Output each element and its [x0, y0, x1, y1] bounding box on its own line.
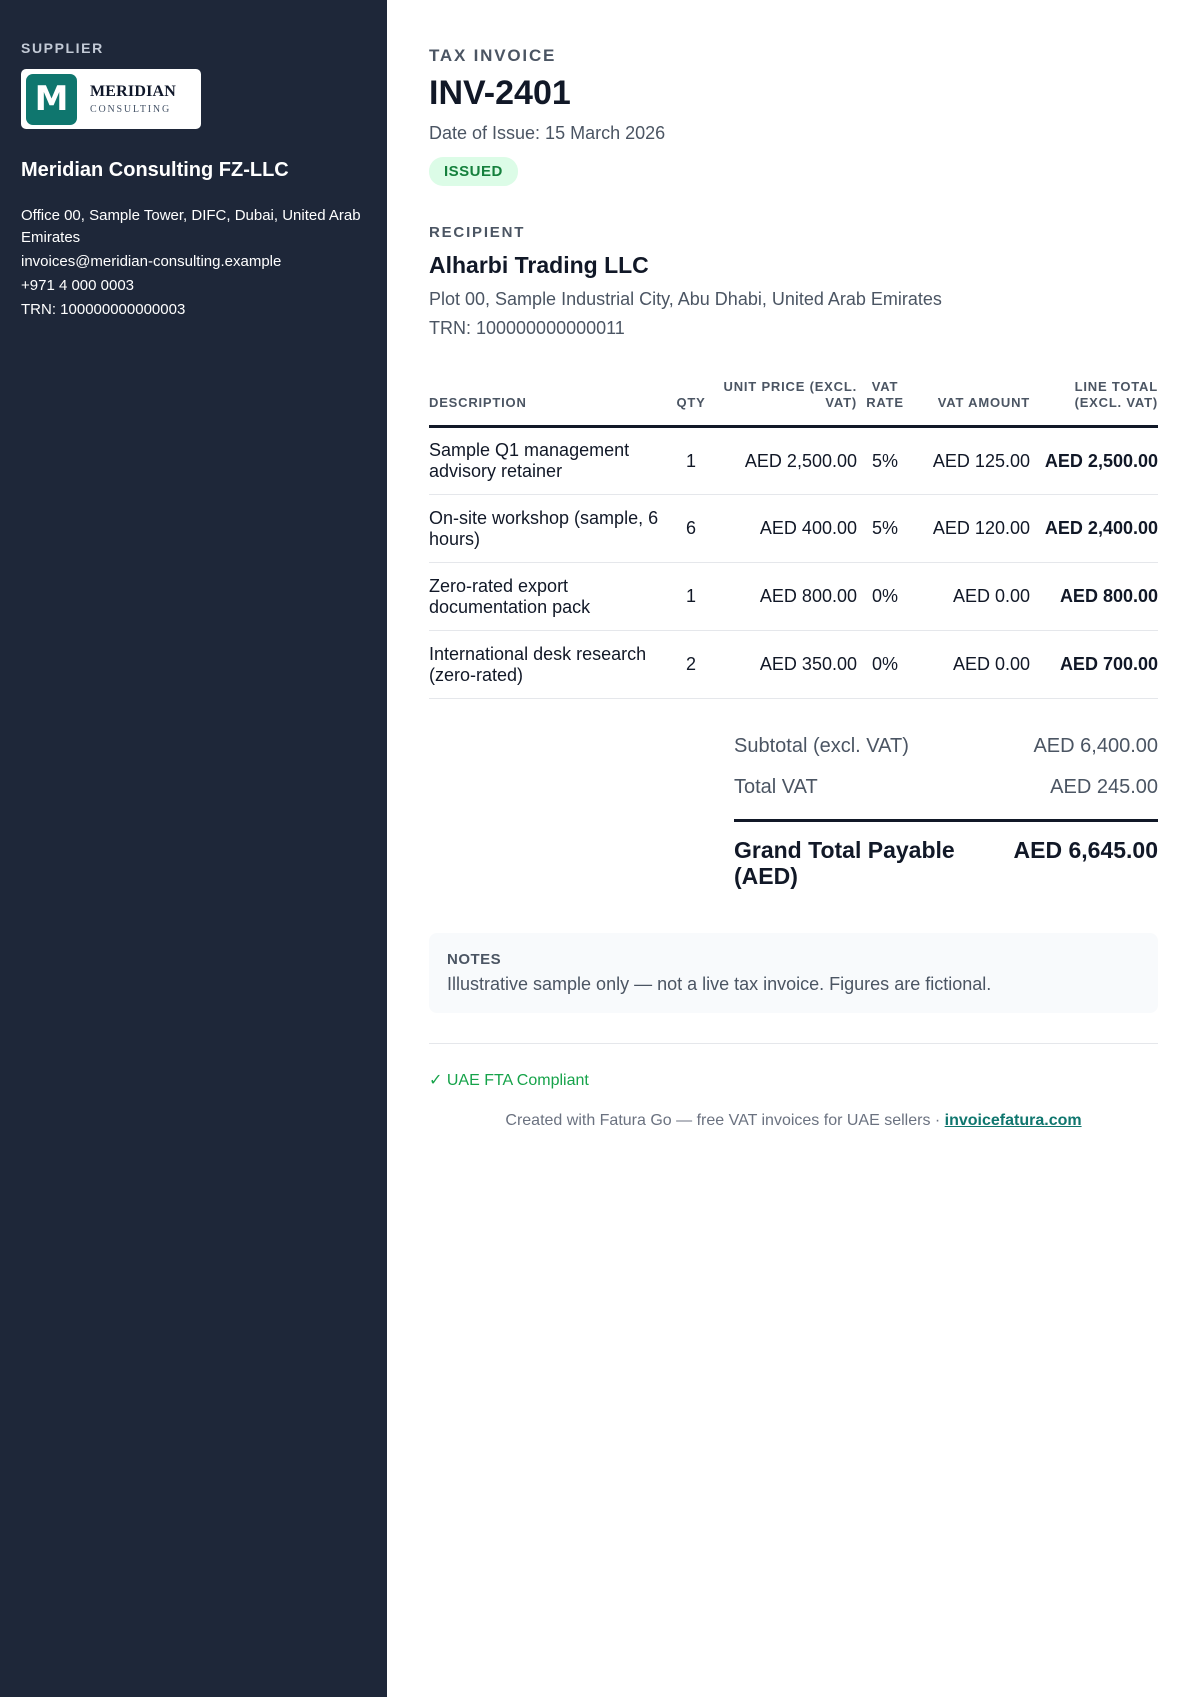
header-description: DESCRIPTION — [429, 379, 669, 427]
table-row — [429, 427, 1158, 495]
subtotal-label: Subtotal (excl. VAT) — [734, 735, 909, 757]
row-description: On-site workshop (sample, 6 hours) — [429, 495, 669, 563]
logo-mark: M — [26, 74, 77, 125]
header-qty: QTY — [669, 379, 713, 427]
row-qty: 6 — [669, 495, 713, 563]
issue-date: Date of Issue: 15 March 2026 — [429, 123, 666, 143]
supplier-sidebar — [0, 0, 387, 1697]
footer-divider — [429, 1043, 1158, 1044]
row-qty: 1 — [669, 427, 713, 495]
row-line-total: AED 2,400.00 — [1030, 495, 1158, 563]
total-vat-value: AED 245.00 — [1050, 776, 1158, 798]
row-line-total: AED 700.00 — [1030, 631, 1158, 699]
header-vat-amount: VAT AMOUNT — [913, 379, 1030, 427]
logo-wordmark — [90, 84, 176, 115]
header-vat-rate: VAT RATE — [857, 379, 913, 427]
status-badge: ISSUED — [429, 157, 518, 186]
row-unit-price: AED 400.00 — [713, 495, 857, 563]
row-vat-amount: AED 0.00 — [913, 563, 1030, 631]
credit-text: Created with Fatura Go — free VAT invoices for UAE sellers · — [505, 1112, 945, 1129]
recipient-name: Alharbi Trading LLC — [429, 252, 649, 278]
row-vat-amount: AED 125.00 — [913, 427, 1030, 495]
header-unit-price: UNIT PRICE (EXCL. VAT) — [713, 379, 857, 427]
recipient-trn: TRN: 100000000000011 — [429, 318, 625, 338]
line-items-table — [429, 379, 1158, 699]
supplier-name: Meridian Consulting FZ-LLC — [21, 159, 289, 181]
recipient-address: Plot 00, Sample Industrial City, Abu Dhabi, United Arab Emirates — [429, 289, 942, 309]
row-qty: 2 — [669, 631, 713, 699]
grand-total-label: Grand Total Payable (AED) — [734, 837, 955, 889]
row-unit-price: AED 800.00 — [713, 563, 857, 631]
row-description: Zero-rated export documentation pack — [429, 563, 669, 631]
row-qty: 1 — [669, 563, 713, 631]
row-line-total: AED 800.00 — [1030, 563, 1158, 631]
document-type: TAX INVOICE — [429, 46, 557, 65]
recipient-section-label: RECIPIENT — [429, 224, 526, 241]
table-header-row — [429, 379, 1158, 427]
total-vat-label: Total VAT — [734, 776, 818, 798]
supplier-email: invoices@meridian-consulting.example — [21, 253, 282, 270]
row-description: Sample Q1 management advisory retainer — [429, 427, 669, 495]
row-line-total: AED 2,500.00 — [1030, 427, 1158, 495]
row-vat-rate: 5% — [857, 495, 913, 563]
notes-label: NOTES — [447, 951, 502, 968]
table-row — [429, 495, 1158, 563]
supplier-phone: +971 4 000 0003 — [21, 277, 135, 294]
logo-word: MERIDIAN — [90, 82, 177, 100]
logo-subword: CONSULTING — [90, 103, 171, 115]
row-vat-amount: AED 120.00 — [913, 495, 1030, 563]
totals-block — [734, 735, 1158, 889]
credit-link[interactable]: invoicefatura.com — [944, 1112, 1082, 1129]
table-row — [429, 631, 1158, 699]
invoice-number: INV-2401 — [429, 74, 571, 112]
supplier-address: Office 00, Sample Tower, DIFC, Dubai, United Arab Emirates — [21, 207, 361, 246]
notes-text: Illustrative sample only — not a live tax invoice. Figures are fictional. — [447, 974, 992, 994]
totals-divider — [734, 819, 1158, 822]
row-vat-rate: 0% — [857, 563, 913, 631]
notes-box — [429, 933, 1158, 1013]
invoice-main — [387, 0, 1200, 1697]
grand-total-row — [734, 837, 1158, 889]
row-description: International desk research (zero-rated) — [429, 631, 669, 699]
row-vat-amount: AED 0.00 — [913, 631, 1030, 699]
supplier-logo — [21, 69, 201, 129]
row-unit-price: AED 350.00 — [713, 631, 857, 699]
row-unit-price: AED 2,500.00 — [713, 427, 857, 495]
compliance-badge: ✓ UAE FTA Compliant — [429, 1072, 589, 1089]
footer-credit — [429, 1112, 1158, 1130]
row-vat-rate: 5% — [857, 427, 913, 495]
grand-total-value: AED 6,645.00 — [1013, 837, 1158, 863]
table-row — [429, 563, 1158, 631]
supplier-trn: TRN: 100000000000003 — [21, 301, 186, 318]
row-vat-rate: 0% — [857, 631, 913, 699]
supplier-section-label: SUPPLIER — [21, 40, 104, 56]
total-vat-row — [734, 776, 1158, 817]
header-line-total: LINE TOTAL (EXCL. VAT) — [1030, 379, 1158, 427]
subtotal-row — [734, 735, 1158, 776]
subtotal-value: AED 6,400.00 — [1033, 735, 1158, 757]
